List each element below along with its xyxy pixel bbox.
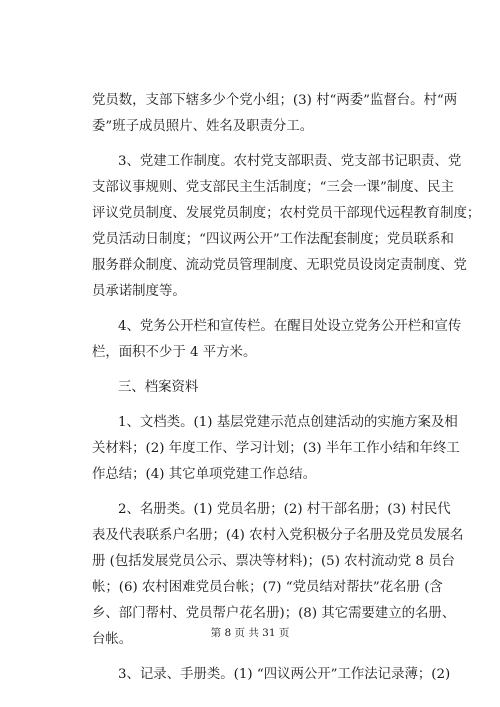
text-line: 委”班子成员照片、姓名及职责分工。 [92,119,314,134]
text-line: 三、档案资料 [118,380,199,395]
text-line: 2、名册类。(1) 党员名册；(2) 村干部名册；(3) 村民代 [118,502,451,517]
section-heading [92,375,410,401]
text-line: 乡、部门帮村、党员帮户花名册)；(8) 其它需要建立的名册、 [92,606,456,621]
paragraph [92,88,458,140]
text-line: 台帐。 [92,632,133,647]
text-line: 册 (包括发展党员公示、票决等材料)；(5) 农村流动党 8 员台 [92,554,455,569]
text-line: 支部议事规则、党支部民主生活制度；“三会一课”制度、民主 [92,180,454,195]
text-line: 作总结；(4) 其它单项党建工作总结。 [92,467,317,482]
text-line: 员承诺制度等。 [92,284,186,299]
document-body [92,88,481,688]
text-line: 帐；(6) 农村困难党员台帐；(7) “党员结对帮扶”花名册 (含 [92,580,443,595]
page-number-footer: 第 8 页 共 31 页 [210,627,290,639]
text-line: 党员活动日制度；“四议两公开”工作法配套制度；党员联系和 [92,232,454,247]
text-line: 4、党务公开栏和宣传栏。在醒目处设立党务公开栏和宣传 [118,319,462,334]
paragraph [92,662,451,688]
paragraph [92,314,462,366]
paragraph [92,149,481,305]
text-line: 3、党建工作制度。农村党支部职责、党支部书记职责、党 [118,154,462,169]
text-line: 3、记录、手册类。(1) “四议两公开”工作法记录薄；(2) [118,667,451,682]
text-line: 关材料；(2) 年度工作、学习计划；(3) 半年工作小结和年终工 [92,441,460,456]
text-line: 表及代表联系户名册；(4) 农村入党积极分子名册及党员发展名 [92,528,464,543]
text-line: 党员数，支部下辖多少个党小组；(3) 村“两委”监督台。村“两 [92,93,458,108]
paragraph [92,410,460,488]
text-line: 1、文档类。(1) 基层党建示范点创建活动的实施方案及相 [118,415,458,430]
text-line: 评议党员制度、发展党员制度；农村党员干部现代远程教育制度； [92,206,481,221]
text-line: 服务群众制度、流动党员管理制度、无职党员设岗定责制度、党 [92,258,467,273]
text-line: 栏，面积不少于 4 平方米。 [92,345,257,360]
